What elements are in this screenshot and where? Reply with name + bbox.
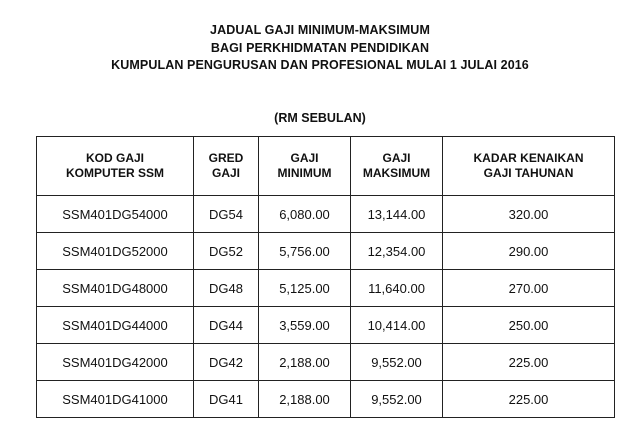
cell-gaji-minimum: 6,080.00 (259, 196, 351, 233)
cell-kod-gaji: SSM401DG42000 (37, 344, 194, 381)
table-header-row (37, 137, 615, 196)
table-row (37, 307, 615, 344)
cell-gaji-minimum: 5,756.00 (259, 233, 351, 270)
cell-kadar-kenaikan: 250.00 (443, 307, 615, 344)
cell-kadar-kenaikan: 270.00 (443, 270, 615, 307)
cell-gred: DG48 (194, 270, 259, 307)
cell-gaji-maksimum: 13,144.00 (351, 196, 443, 233)
header-line: GAJI TAHUNAN (483, 166, 574, 180)
cell-gaji-maksimum: 9,552.00 (351, 381, 443, 418)
cell-kadar-kenaikan: 290.00 (443, 233, 615, 270)
header-line: KOD GAJI (85, 151, 144, 165)
header-line: KADAR KENAIKAN (473, 151, 584, 165)
header-kod-gaji (37, 137, 194, 196)
cell-gred: DG42 (194, 344, 259, 381)
title-line-3: KUMPULAN PENGURUSAN DAN PROFESIONAL MULAI 1 JULAI 2016 (111, 58, 529, 72)
header-kadar-kenaikan (443, 137, 615, 196)
cell-kod-gaji: SSM401DG48000 (37, 270, 194, 307)
cell-gaji-maksimum: 9,552.00 (351, 344, 443, 381)
unit-note: (RM SEBULAN) (274, 111, 366, 125)
salary-table (36, 136, 615, 418)
title-line-2: BAGI PERKHIDMATAN PENDIDIKAN (210, 40, 430, 55)
cell-kadar-kenaikan: 225.00 (443, 344, 615, 381)
header-line: GAJI (211, 166, 240, 180)
cell-gaji-minimum: 2,188.00 (259, 381, 351, 418)
table-row (37, 381, 615, 418)
cell-gaji-maksimum: 11,640.00 (351, 270, 443, 307)
cell-gred: DG41 (194, 381, 259, 418)
header-gaji-minimum (259, 137, 351, 196)
cell-kod-gaji: SSM401DG44000 (37, 307, 194, 344)
table-row (37, 270, 615, 307)
header-gred-gaji (194, 137, 259, 196)
table-row (37, 344, 615, 381)
cell-kod-gaji: SSM401DG41000 (37, 381, 194, 418)
document-title (0, 22, 640, 75)
header-line: GAJI (382, 151, 411, 165)
cell-gaji-minimum: 3,559.00 (259, 307, 351, 344)
header-line: KOMPUTER SSM (65, 166, 164, 180)
cell-kod-gaji: SSM401DG52000 (37, 233, 194, 270)
title-line-1: JADUAL GAJI MINIMUM-MAKSIMUM (210, 23, 430, 37)
header-line: GAJI (290, 151, 319, 165)
header-line: GRED (208, 151, 244, 165)
cell-gred: DG54 (194, 196, 259, 233)
cell-gred: DG52 (194, 233, 259, 270)
cell-gaji-minimum: 2,188.00 (259, 344, 351, 381)
cell-kadar-kenaikan: 225.00 (443, 381, 615, 418)
header-gaji-maksimum (351, 137, 443, 196)
cell-kadar-kenaikan: 320.00 (443, 196, 615, 233)
cell-gaji-maksimum: 10,414.00 (351, 307, 443, 344)
cell-gaji-maksimum: 12,354.00 (351, 233, 443, 270)
cell-kod-gaji: SSM401DG54000 (37, 196, 194, 233)
header-line: MAKSIMUM (362, 166, 431, 180)
cell-gred: DG44 (194, 307, 259, 344)
cell-gaji-minimum: 5,125.00 (259, 270, 351, 307)
table-row (37, 233, 615, 270)
header-line: MINIMUM (277, 166, 332, 180)
table-row (37, 196, 615, 233)
